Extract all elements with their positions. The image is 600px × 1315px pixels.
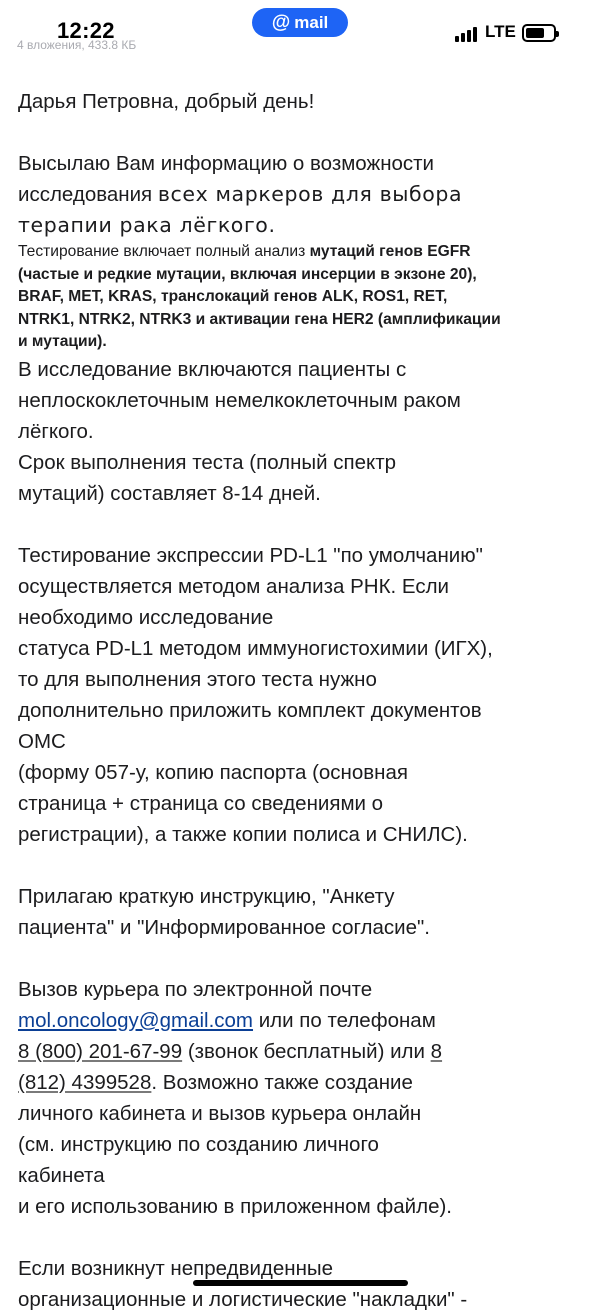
courier-line: Вызов курьера по электронной почте <box>18 977 373 1001</box>
testing-line: NTRK1, NTRK2, NTRK3 и активации гена HER2 (амплификации <box>18 310 501 328</box>
pdl1-line: необходимо исследование <box>18 605 274 629</box>
phone-link-812-part1[interactable]: 8 <box>430 1039 443 1063</box>
pdl1-line: статуса PD-L1 методом иммуногистохимии (ИГХ), <box>18 636 493 660</box>
patients-line: неплоскоклеточным немелкоклеточным раком <box>18 388 461 412</box>
battery-icon <box>522 24 556 42</box>
testing-line: и мутации). <box>18 333 107 350</box>
pdl1-line: то для выполнения этого теста нужно <box>18 667 377 691</box>
intro-line: Высылаю Вам информацию о возможности <box>18 152 435 175</box>
status-time: 12:22 <box>57 18 115 43</box>
greeting: Дарья Петровна, добрый день! <box>18 90 315 113</box>
attachments-note-line: пациента" и "Информированное согласие". <box>18 915 430 939</box>
mail-app-pill[interactable] <box>252 8 348 37</box>
attachments-summary[interactable]: 4 вложения, 433.8 КБ <box>17 38 137 52</box>
courier-line: кабинета <box>18 1163 105 1187</box>
phone-link-812-part2[interactable]: (812) 4399528 <box>18 1070 152 1094</box>
courier-line: 8 (800) 201-67-99 (звонок бесплатный) или 8 <box>18 1039 443 1063</box>
intro-line: терапии рака лёгкого. <box>18 213 276 237</box>
attachments-note-line: Прилагаю краткую инструкцию, "Анкету <box>18 884 395 908</box>
pdl1-line: Тестирование экспрессии PD-L1 "по умолчанию" <box>18 543 483 567</box>
email-link[interactable]: mol.oncology@gmail.com <box>18 1008 254 1032</box>
cellular-signal-icon <box>455 26 477 42</box>
closing-line: организационные и логистические "накладки" - <box>18 1287 468 1311</box>
home-indicator[interactable] <box>193 1280 408 1286</box>
testing-line: Тестирование включает полный анализ мутаций генов EGFR <box>18 243 471 260</box>
courier-line: и его использованию в приложенном файле). <box>18 1194 452 1218</box>
pdl1-line: дополнительно приложить комплект документов <box>18 698 482 722</box>
courier-line: mol.oncology@gmail.com или по телефонам <box>18 1008 436 1032</box>
testing-line: BRAF, MET, KRAS, транслокаций генов ALK, ROS1, RET, <box>18 288 448 305</box>
term-line: мутаций) составляет 8-14 дней. <box>18 481 321 505</box>
pdl1-line: ОМС <box>18 729 66 753</box>
pdl1-line: (форму 057-у, копию паспорта (основная <box>18 760 408 784</box>
courier-line: личного кабинета и вызов курьера онлайн <box>18 1101 422 1125</box>
patients-line: В исследование включаются пациенты с <box>18 357 407 381</box>
courier-line: (812) 4399528. Возможно также создание <box>18 1070 413 1094</box>
term-line: Срок выполнения теста (полный спектр <box>18 450 397 474</box>
status-bar <box>0 0 600 64</box>
patients-line: лёгкого. <box>18 419 94 443</box>
at-sign-icon: @ <box>271 11 291 33</box>
pdl1-line: страница + страница со сведениями о <box>18 791 384 815</box>
courier-line: (см. инструкцию по созданию личного <box>18 1132 379 1156</box>
email-body <box>18 86 588 1315</box>
testing-line: (частые и редкие мутации, включая инсерции в экзоне 20), <box>18 265 477 283</box>
closing-line: Если возникнут непредвиденные <box>18 1256 334 1280</box>
pdl1-line: регистрации), а также копии полиса и СНИЛС). <box>18 822 468 846</box>
phone-link-800[interactable]: 8 (800) 201-67-99 <box>18 1039 183 1063</box>
mail-pill-label: mail <box>294 12 329 32</box>
intro-line: исследования всех маркеров для выбора <box>18 182 463 206</box>
network-type: LTE <box>485 22 516 41</box>
pdl1-line: осуществляется методом анализа РНК. Если <box>18 574 450 598</box>
